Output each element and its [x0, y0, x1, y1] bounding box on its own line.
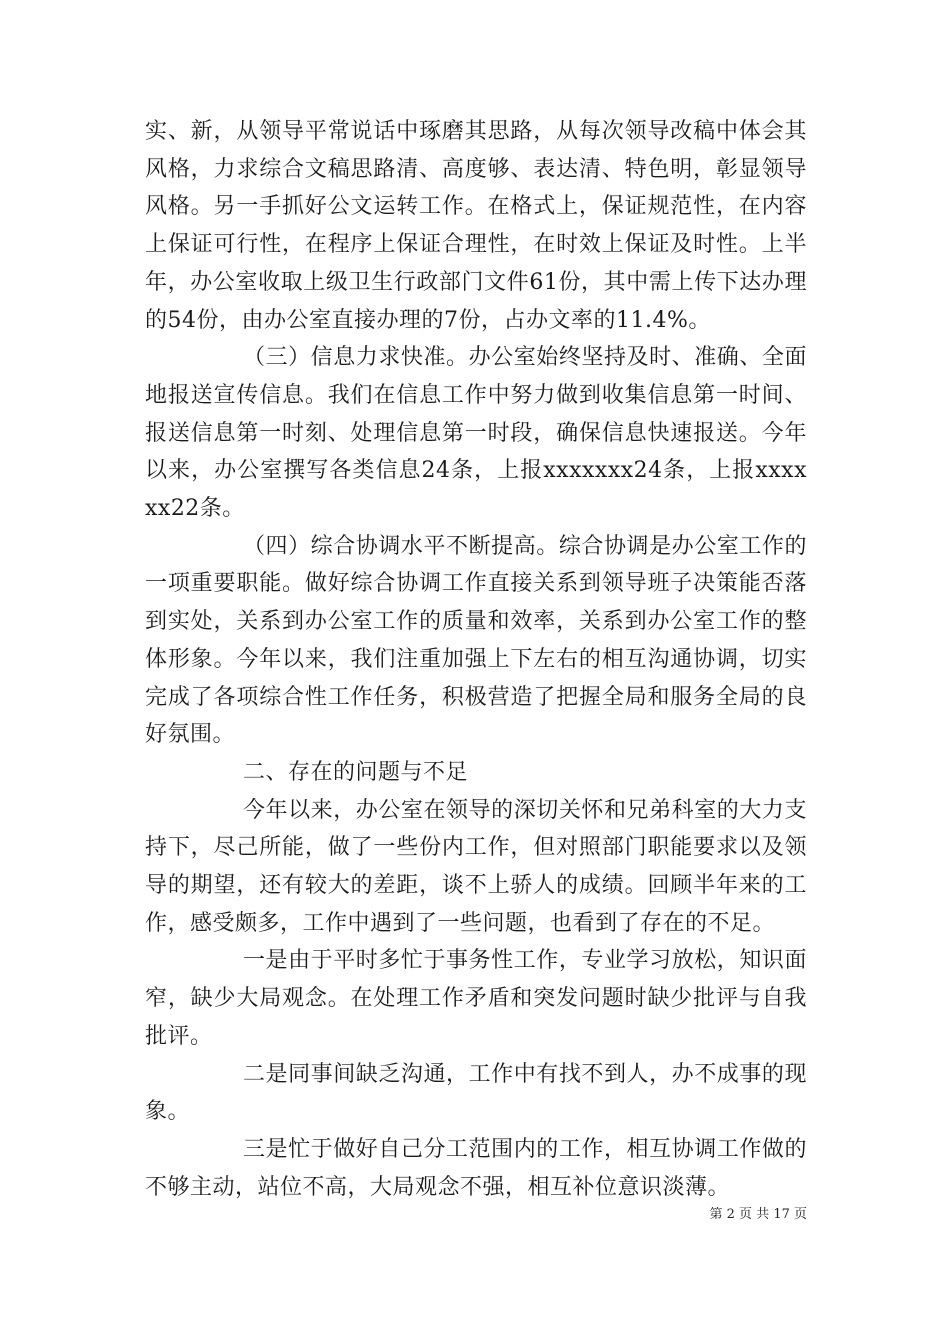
page-number-footer: 第 2 页 共 17 页: [709, 1207, 807, 1222]
paragraph-problems-intro: 今年以来，办公室在领导的深切关怀和兄弟科室的大力支持下，尽己所能，做了一些份内工作，但对照部门职能要求以及领导的期望，还有较大的差距，谈不上骄人的成绩。回顾半年来的工作，感受颇多，工作中遇到了一些问题，也看到了存在的不足。: [145, 797, 807, 936]
paragraph-problem-three: 三是忙于做好自己分工范围内的工作，相互协调工作做的不够主动，站位不高，大局观念不强，相互补位意识淡薄。: [145, 1136, 807, 1200]
paragraph-continuation: 实、新，从领导平常说话中琢磨其思路，从每次领导改稿中体会其风格，力求综合文稿思路清、高度够、表达清、特色明，彰显领导风格。另一手抓好公文运转工作。在格式上，保证规范性，在内容上保证可行性，在程序上保证合理性，在时效上保证及时性。上半年，办公室收取上级卫生行政部门文件61份，其中需上传下达办理的54份，由办公室直接办理的7份，占办文率的11.4%。: [145, 119, 807, 333]
paragraph-info-section: （三）信息力求快准。办公室始终坚持及时、准确、全面地报送宣传信息。我们在信息工作中努力做到收集信息第一时间、报送信息第一时刻、处理信息第一时段，确保信息快速报送。今年以来，办公室撰写各类信息24条，上报xxxxxxx24条，上报xxxxxx22条。: [145, 345, 807, 522]
section-heading-problems: 二、存在的问题与不足: [243, 759, 469, 785]
document-body: [145, 113, 807, 1206]
paragraph-coordination-section: （四）综合协调水平不断提高。综合协调是办公室工作的一项重要职能。做好综合协调工作直接关系到领导班子决策能否落到实处，关系到办公室工作的质量和效率，关系到办公室工作的整体形象。今年以来，我们注重加强上下左右的相互沟通协调，切实完成了各项综合性工作任务，积极营造了把握全局和服务全局的良好氛围。: [145, 533, 807, 748]
paragraph-problem-one: 一是由于平时多忙于事务性工作，专业学习放松，知识面窄，缺少大局观念。在处理工作矛盾和突发问题时缺少批评与自我批评。: [145, 948, 807, 1049]
paragraph-problem-two: 二是同事间缺乏沟通，工作中有找不到人，办不成事的现象。: [145, 1061, 807, 1125]
